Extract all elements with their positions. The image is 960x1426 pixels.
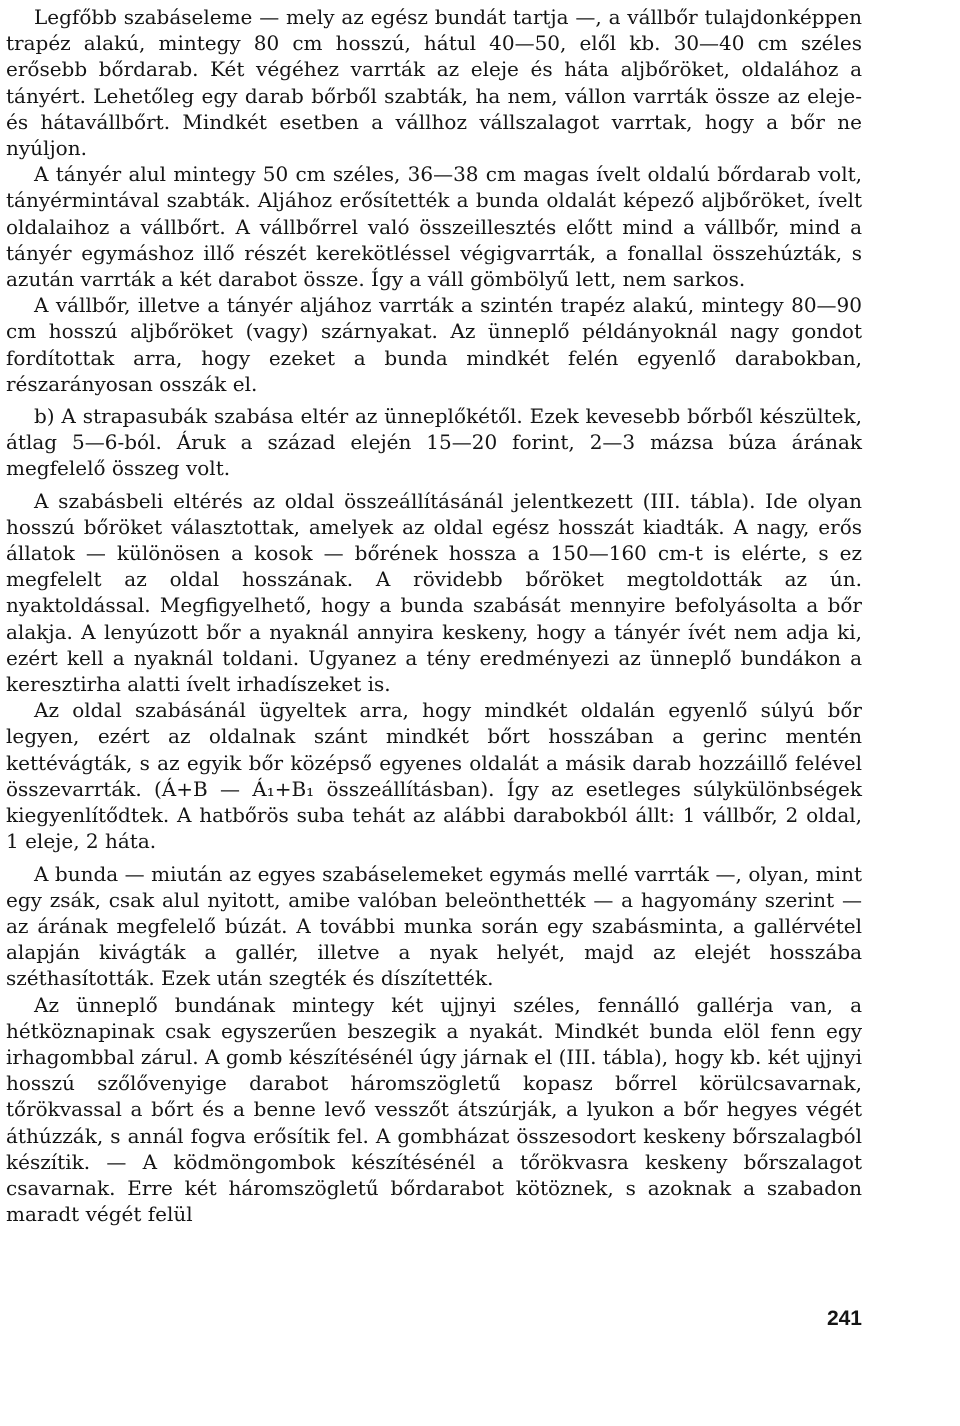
page-number: 241: [826, 1307, 862, 1330]
paragraph-oldal-szabasa: Az oldal szabásánál ügyeltek arra, hogy mindkét oldalán egyenlő súlyú bőr legyen, ezért az oldalnak szánt mindkét bőrt hosszában a gerinc mentén kettévágták, s az egyik bőr középső egyenes oldalát a másik darab hozzáillő felével összevarrták. (Á+B — Á₁+B₁ összeállításban). Így az esetleges súlykülönbségek kiegyenlítődtek. A hatbőrös suba tehát az alábbi darabokból állt: 1 vállbőr, 2 oldal, 1 eleje, 2 háta.: [6, 698, 862, 854]
paragraph-aljborok: A vállbőr, illetve a tányér aljához varrták a szintén trapéz alakú, mintegy 80—90 cm hosszú aljbőröket (vagy) szárnyakat. Az ünneplő példányoknál nagy gondot fordítottak arra, hogy ezeket a bunda mindkét felén egyenlő darabokban, részarányosan osszák el.: [6, 293, 862, 396]
paragraph-szabasbeli-elteres: A szabásbeli eltérés az oldal összeállításánál jelentkezett (III. tábla). Ide olyan hosszú bőröket választottak, amelyek az oldal egész hosszát kiadták. A nagy, erős állatok — különösen a kosok — bőrének hossza a 150—160 cm-t is elérte, s ez megfelelt az oldal hosszának. A rövidebb bőröket megtoldották az ún. nyaktoldással. Megfigyelhető, hogy a bunda szabását mennyire befolyásolta a bőr alakja. A lenyúzott bőr a nyaknál annyira keskeny, hogy a tányér ívét nem adja ki, ezért kell a nyaknál toldani. Ugyanez a tény eredményezi az ünneplő bundákon a keresztirha alatti ívelt irhadíszeket is.: [6, 488, 862, 697]
paragraph-gallerja-gomb: Az ünneplő bundának mintegy két ujjnyi széles, fennálló gallérja van, a hétköznapinak csak egyszerűen beszegik a nyakát. Mindkét bunda elöl fenn egy irhagombbal zárul. A gomb készítésénél úgy járnak el (III. tábla), hogy kb. két ujjnyi hosszú szőlővenyige darabot háromszögletű kopasz bőrrel körülcsavarnak, tőrökvassal a bőrt és a benne levő vesszőt átszúrják, a lyukon a bőr hegyes végét áthúzzák, s annál fogva erősítik fel. A gombházat összesodort keskeny bőrszalagból készítik. — A ködmöngombok készítésénél a tőrökvasra keskeny bőrszalagot csavarnak. Erre két háromszögletű bőrdarabot kötöznek, s azoknak a szabadon maradt végét felül: [6, 992, 862, 1227]
paragraph-tanyer: A tányér alul mintegy 50 cm széles, 36—38 cm magas ívelt oldalú bőrdarab volt, tányérmintával szabták. Aljához erősítették a bunda oldalát képező aljbőröket, ívelt oldalaihoz a vállbőrt. A vállbőrrel való összeillesztés előtt mind a vállbőr, mind a tányér egymáshoz illő részét kerekötléssel végigvarrták, a fonallal összehúzták, s azután varrták a két darabot össze. Így a váll gömbölyű lett, nem sarkos.: [6, 162, 862, 292]
paragraph-strapasubak: b) A strapasubák szabása eltér az ünneplőkétől. Ezek kevesebb bőrből készültek, átlag 5—6-ból. Áruk a század elején 15—20 forint, 2—3 mázsa búza árának megfelelő összeg volt.: [6, 404, 862, 481]
paragraph-vallbor: Legfőbb szabáseleme — mely az egész bundát tartja —, a vállbőr tulajdonképpen trapéz alakú, mintegy 80 cm hosszú, hátul 40—50, elől kb. 30—40 cm széles erősebb bőrdarab. Két végéhez varrták az eleje és háta aljbőröket, oldalához a tányért. Lehetőleg egy darab bőrből szabták, ha nem, vállon varrták össze az eleje- és hátavállbőrt. Mindkét esetben a vállhoz vállszalagot varrtak, hogy a bőr ne nyúljon.: [6, 5, 862, 161]
paragraph-bunda-osszevarrasa: A bunda — miután az egyes szabáselemeket egymás mellé varrták —, olyan, mint egy zsák, csak alul nyitott, amibe valóban beleönthették — a hagyomány szerint — az árának megfelelő búzát. A további munka során egy szabásminta, a gallérvétel alapján kivágták a gallér, illetve a nyak helyét, majd az elejét hosszába széthasították. Ezek után szegték és díszítették.: [6, 861, 862, 991]
